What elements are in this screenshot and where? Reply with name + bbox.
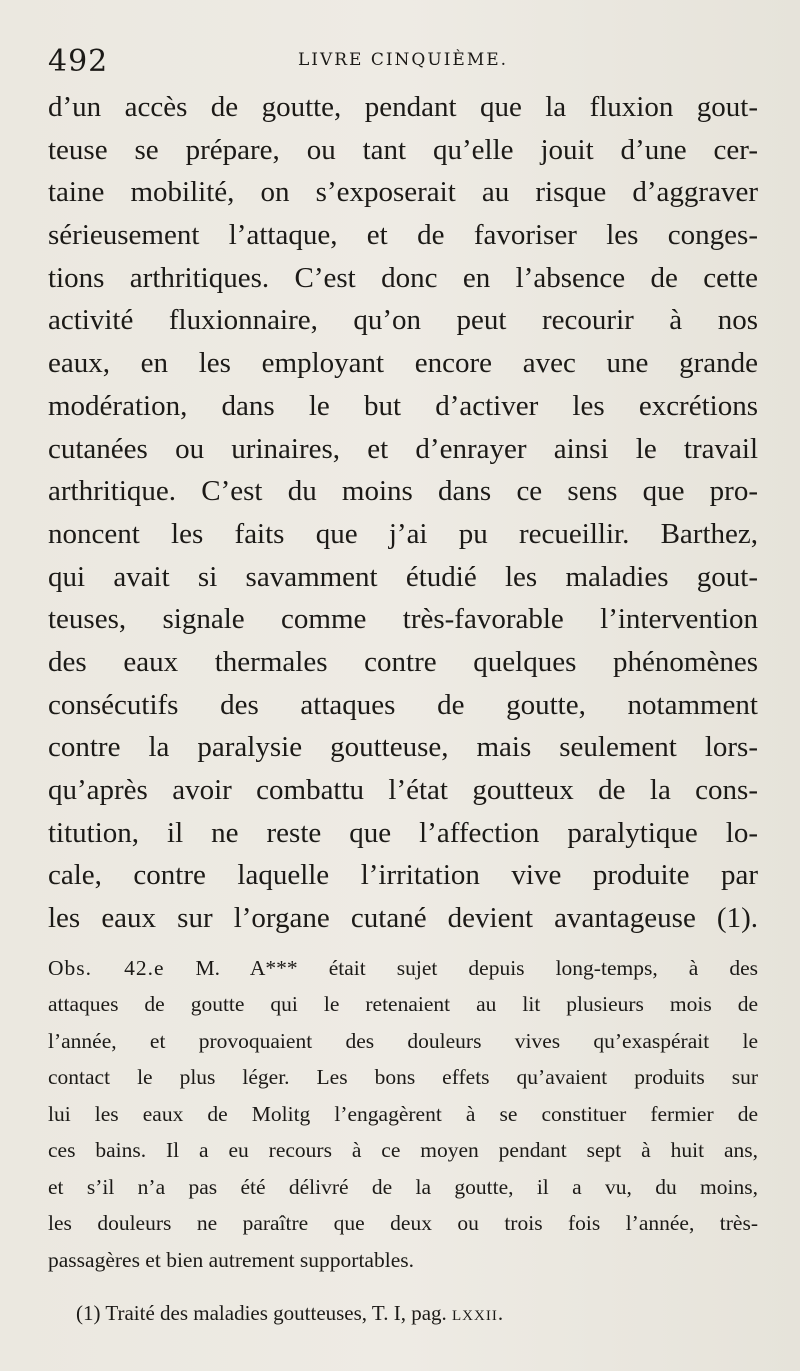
body-text xyxy=(48,86,758,940)
body-line: arthritique. C’est du moins dans ce sens que pro- xyxy=(48,475,758,508)
observation-line: lui les eaux de Molitg l’engagèrent à se constituer fermier de xyxy=(48,1101,758,1126)
observation-label: Obs. 42.e xyxy=(48,955,165,980)
running-title: LIVRE CINQUIÈME. xyxy=(297,50,509,70)
observation-line: ces bains. Il a eu recours à ce moyen pendant sept à huit ans, xyxy=(48,1138,758,1163)
body-line: activité fluxionnaire, qu’on peut recourir à nos xyxy=(48,304,758,337)
observation-line: et s’il n’a pas été délivré de la goutte, il a vu, du moins, xyxy=(48,1174,758,1199)
body-line: qui avait si savamment étudié les maladies gout- xyxy=(48,560,758,593)
body-line: d’un accès de goutte, pendant que la fluxion gout- xyxy=(48,91,758,123)
body-line: contre la paralysie goutteuse, mais seulement lors- xyxy=(48,731,758,764)
observation-text: M. A*** était sujet depuis long-temps, à des xyxy=(195,955,758,980)
body-line: noncent les faits que j’ai pu recueillir. Barthez, xyxy=(48,517,758,550)
body-line: tions arthritiques. C’est donc en l’absence de cette xyxy=(48,261,758,294)
body-line: titution, il ne reste que l’affection paralytique lo- xyxy=(48,816,758,849)
body-line: les eaux sur l’organe cutané devient avantageuse (1). xyxy=(48,902,758,935)
body-line: taine mobilité, on s’exposerait au risque d’aggraver xyxy=(48,176,758,209)
footnote xyxy=(48,1296,758,1330)
body-line: teuses, signale comme très-favorable l’intervention xyxy=(48,603,758,636)
body-line: qu’après avoir combattu l’état goutteux de la cons- xyxy=(48,774,758,806)
body-line: modération, dans le but d’activer les excrétions xyxy=(48,389,758,422)
body-line: cale, contre laquelle l’irritation vive produite par xyxy=(48,859,758,892)
body-line: consécutifs des attaques de goutte, notamment xyxy=(48,688,758,721)
observation-block xyxy=(48,950,758,1279)
footnote-text: Traité des maladies goutteuses, T. I, pag. xyxy=(105,1301,447,1326)
observation-first-line xyxy=(48,950,758,987)
page-header xyxy=(48,40,758,84)
body-line: teuse se prépare, ou tant qu’elle jouit d’une cer- xyxy=(48,133,758,166)
body-line: cutanées ou urinaires, et d’enrayer ainsi le travail xyxy=(48,432,758,465)
observation-line: l’année, et provoquaient des douleurs vives qu’exaspérait le xyxy=(48,1028,758,1053)
observation-line: passagères et bien autrement supportables. xyxy=(48,1247,414,1272)
page-number: 492 xyxy=(48,44,109,79)
observation-line: attaques de goutte qui le retenaient au lit plusieurs mois de xyxy=(48,992,758,1017)
footnote-marker: (1) xyxy=(76,1301,101,1326)
body-line: eaux, en les employant encore avec une grande xyxy=(48,347,758,380)
observation-line: contact le plus léger. Les bons effets qu’avaient produits sur xyxy=(48,1065,758,1090)
footnote-page-ref: lxxii. xyxy=(452,1301,505,1326)
observation-line: les douleurs ne paraître que deux ou trois fois l’année, très- xyxy=(48,1211,758,1236)
body-line: des eaux thermales contre quelques phénomènes xyxy=(48,645,758,678)
body-line: sérieusement l’attaque, et de favoriser les conges- xyxy=(48,219,758,252)
